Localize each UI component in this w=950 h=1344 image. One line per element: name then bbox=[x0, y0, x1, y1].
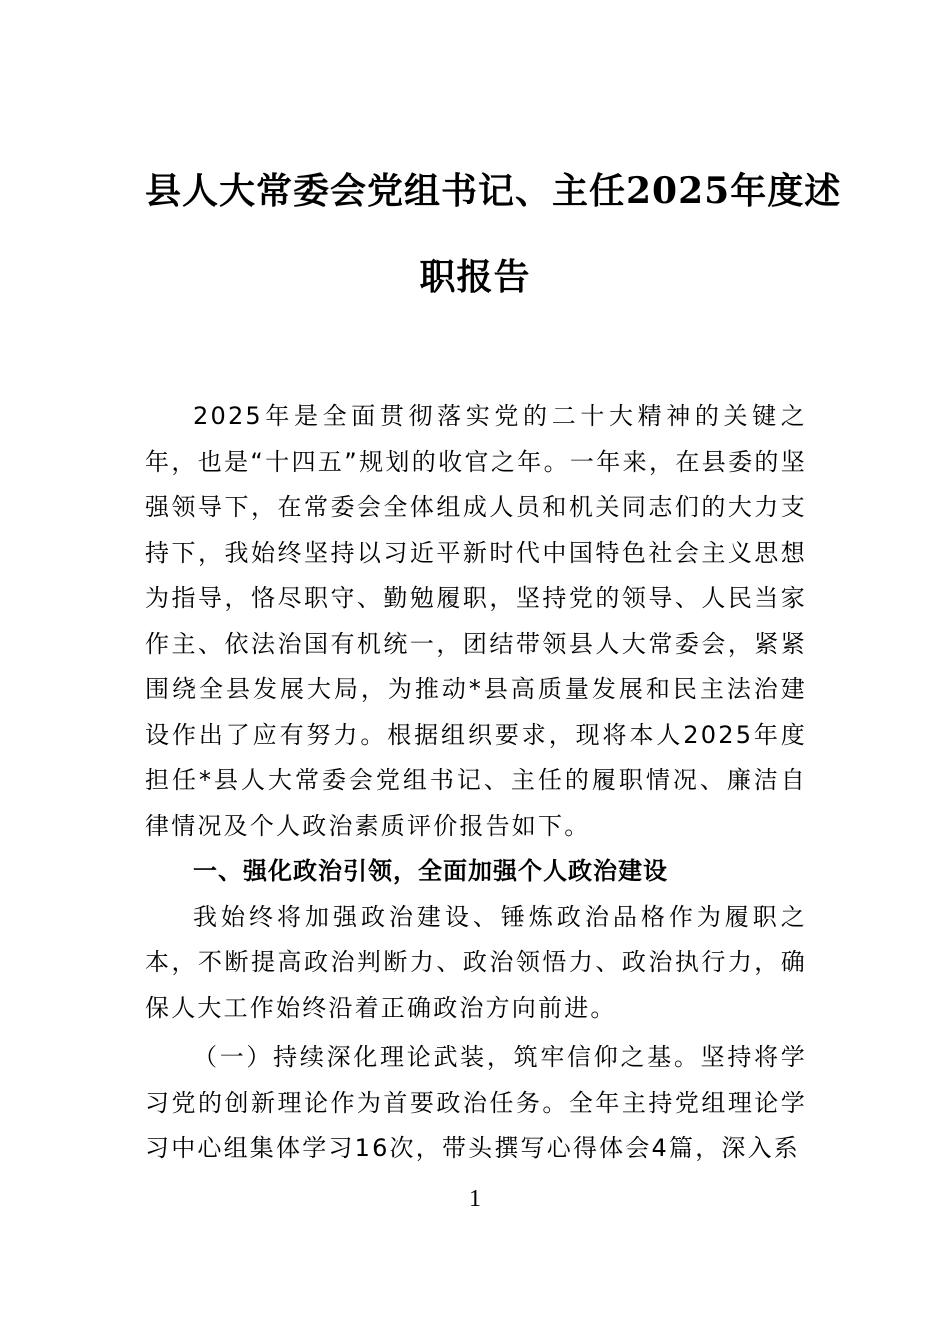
intro-paragraph: 2025年是全面贯彻落实党的二十大精神的关键之年，也是“十四五”规划的收官之年。一年来，在县委的坚强领导下，在常委会全体组成人员和机关同志们的大力支持下，我始终坚持以习近平新时代中国特色社会主义思想为指导，恪尽职守、勤勉履职，坚持党的领导、人民当家作主、依法治国有机统一，团结带领县人大常委会，紧紧围绕全县发展大局，为推动*县高质量发展和民主法治建设作出了应有努力。根据组织要求，现将本人2025年度担任*县人大常委会党组书记、主任的履职情况、廉洁自律情况及个人政治素质评价报告如下。 bbox=[145, 402, 807, 840]
document-title bbox=[145, 163, 842, 335]
section-1-heading: 一、强化政治引领，全面加强个人政治建设 bbox=[193, 857, 668, 885]
section-1-paragraph: 我始终将加强政治建设、锤炼政治品格作为履职之本，不断提高政治判断力、政治领悟力、政治执行力，确保人大工作始终沿着正确政治方向前进。 bbox=[145, 902, 807, 1022]
document-body bbox=[145, 394, 807, 1172]
page-number: 1 bbox=[469, 1186, 481, 1212]
title-line-2: 职报告 bbox=[419, 256, 531, 298]
title-line-1: 县人大常委会党组书记、主任2025年度述 bbox=[145, 170, 842, 212]
subsection-1-paragraph: （一）持续深化理论武装，筑牢信仰之基。坚持将学习党的创新理论作为首要政治任务。全年主持党组理论学习中心组集体学习16次，带头撰写心得体会4篇，深入系 bbox=[145, 1043, 807, 1162]
